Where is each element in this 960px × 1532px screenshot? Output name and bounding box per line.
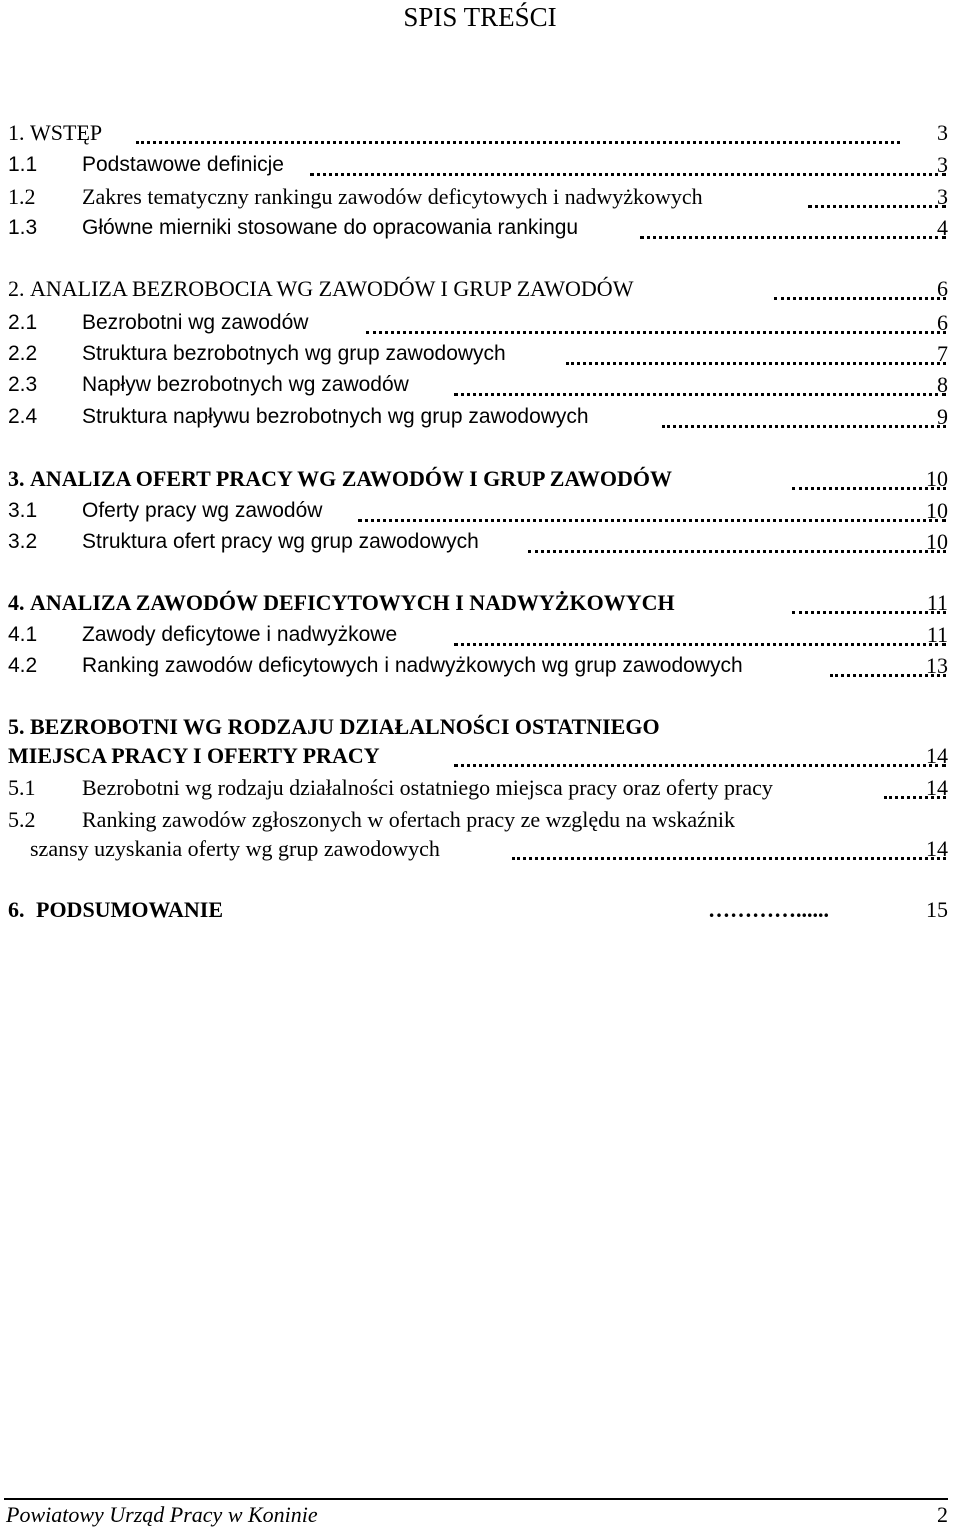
toc-entry-3[interactable] xyxy=(0,464,960,494)
toc-number: 1.1 xyxy=(8,153,38,176)
toc-number: 4.2 xyxy=(8,654,38,677)
toc-page: 14 xyxy=(926,836,948,861)
toc-label: Ranking zawodów deficytowych i nadwyżkowych wg grup zawodowych xyxy=(82,654,743,677)
toc-page: 7 xyxy=(937,341,948,366)
toc-leader xyxy=(454,643,946,646)
toc-page: 14 xyxy=(926,743,948,768)
toc-leader xyxy=(366,331,946,334)
toc-label-continued: MIEJSCA PRACY I OFERTY PRACY xyxy=(8,743,380,768)
toc-leader xyxy=(136,141,900,144)
toc-number: 2.3 xyxy=(8,373,38,396)
toc-page: 3 xyxy=(937,184,948,209)
toc-label: ANALIZA BEZROBOCIA WG ZAWODÓW I GRUP ZAWODÓW xyxy=(30,276,634,301)
toc-leader xyxy=(566,362,946,365)
toc-entry-3-1[interactable] xyxy=(0,496,960,526)
toc-page: 11 xyxy=(926,590,948,615)
toc-page: 8 xyxy=(937,372,948,397)
toc-label: Podstawowe definicje xyxy=(82,153,284,176)
toc-entry-4-2[interactable] xyxy=(0,651,960,681)
toc-entry-3-2[interactable] xyxy=(0,527,960,557)
toc-leader xyxy=(358,519,946,522)
toc-entry-1[interactable] xyxy=(0,118,960,148)
toc-number: 1.3 xyxy=(8,216,38,239)
toc-entry-1-1[interactable] xyxy=(0,150,960,180)
toc-entry-4-1[interactable] xyxy=(0,620,960,650)
toc-label: BEZROBOTNI WG RODZAJU DZIAŁALNOŚCI OSTATNIEGO xyxy=(30,714,660,739)
toc-label: Główne mierniki stosowane do opracowania rankingu xyxy=(82,216,579,239)
toc-label: ANALIZA ZAWODÓW DEFICYTOWYCH I NADWYŻKOWYCH xyxy=(30,590,675,615)
toc-leader xyxy=(512,857,946,860)
toc-entry-1-2[interactable] xyxy=(0,182,960,212)
toc-number: 3. xyxy=(8,466,25,491)
toc-page: 4 xyxy=(937,215,948,240)
toc-label: WSTĘP xyxy=(30,120,103,145)
toc-page: 10 xyxy=(926,466,948,491)
toc-label: Bezrobotni wg rodzaju działalności ostatniego miejsca pracy oraz oferty pracy xyxy=(82,775,773,800)
toc-number: 5.2 xyxy=(8,807,36,832)
toc-page: 6 xyxy=(937,276,948,301)
toc-leader xyxy=(310,173,946,176)
toc-label: Oferty pracy wg zawodów xyxy=(82,499,323,522)
footer-organization: Powiatowy Urząd Pracy w Koninie xyxy=(6,1502,318,1527)
toc-number: 5.1 xyxy=(8,775,36,800)
toc-leader xyxy=(792,487,946,490)
toc-leader xyxy=(454,393,946,396)
toc-number: 3.2 xyxy=(8,530,38,553)
toc-entry-1-3[interactable] xyxy=(0,213,960,243)
toc-label: ANALIZA OFERT PRACY WG ZAWODÓW I GRUP ZAWODÓW xyxy=(30,466,672,491)
toc-number: 5. xyxy=(8,714,25,739)
toc-label: Zakres tematyczny rankingu zawodów deficytowych i nadwyżkowych xyxy=(82,184,703,209)
toc-page: 3 xyxy=(937,120,948,145)
toc-entry-2-4[interactable] xyxy=(0,402,960,432)
toc-number: 2.1 xyxy=(8,311,38,334)
toc-leader xyxy=(774,297,946,300)
footer-divider xyxy=(4,1498,948,1500)
page-title: SPIS TREŚCI xyxy=(403,2,557,32)
toc-page: 13 xyxy=(926,653,948,678)
toc-label: Struktura bezrobotnych wg grup zawodowych xyxy=(82,342,506,365)
toc-page: 9 xyxy=(937,404,948,429)
toc-number: 2.2 xyxy=(8,342,38,365)
toc-page: 6 xyxy=(937,310,948,335)
toc-number: 4. xyxy=(8,590,25,615)
toc-label: Struktura napływu bezrobotnych wg grup zawodowych xyxy=(82,405,589,428)
toc-leader xyxy=(528,550,946,553)
toc-number: 1. xyxy=(8,120,25,145)
toc-number: 6. xyxy=(8,897,25,922)
toc-page: 10 xyxy=(926,529,948,554)
toc-number: 4.1 xyxy=(8,623,38,646)
toc-page: 3 xyxy=(937,152,948,177)
toc-page: 14 xyxy=(926,775,948,800)
toc-entry-5-1[interactable] xyxy=(0,773,960,803)
toc-number: 2.4 xyxy=(8,405,38,428)
toc-entry-2-1[interactable] xyxy=(0,308,960,338)
toc-page: 10 xyxy=(926,498,948,523)
toc-number: 1.2 xyxy=(8,184,36,209)
toc-leader xyxy=(640,236,946,239)
toc-entry-4[interactable] xyxy=(0,588,960,618)
toc-label: Struktura ofert pracy wg grup zawodowych xyxy=(82,530,479,553)
toc-page: 15 xyxy=(926,897,948,922)
footer-page-number: 2 xyxy=(937,1502,948,1527)
toc-leader xyxy=(792,611,946,614)
toc-entry-2-2[interactable] xyxy=(0,339,960,369)
toc-label: Bezrobotni wg zawodów xyxy=(82,311,309,334)
toc-entry-5-2-line1[interactable] xyxy=(0,805,960,835)
toc-entry-2-3[interactable] xyxy=(0,370,960,400)
toc-entry-6[interactable] xyxy=(0,895,960,925)
toc-entry-5-line2[interactable] xyxy=(0,741,960,771)
toc-leader xyxy=(808,205,946,208)
toc-entry-2[interactable] xyxy=(0,274,960,304)
toc-label: Napływ bezrobotnych wg zawodów xyxy=(82,373,409,396)
toc-label-continued: szansy uzyskania oferty wg grup zawodowych xyxy=(30,836,440,861)
toc-label: Zawody deficytowe i nadwyżkowe xyxy=(82,623,398,646)
toc-leader xyxy=(662,425,946,428)
toc-entry-5-2-line2[interactable] xyxy=(0,834,960,864)
toc-number: 2. xyxy=(8,276,25,301)
toc-leader: …………...... xyxy=(708,897,829,922)
toc-label: PODSUMOWANIE xyxy=(36,897,224,922)
toc-entry-5-line1[interactable] xyxy=(0,712,960,742)
toc-leader xyxy=(454,764,946,767)
toc-number: 3.1 xyxy=(8,499,38,522)
toc-page: 11 xyxy=(926,622,948,647)
toc-label: Ranking zawodów zgłoszonych w ofertach pracy ze względu na wskaźnik xyxy=(82,807,736,832)
